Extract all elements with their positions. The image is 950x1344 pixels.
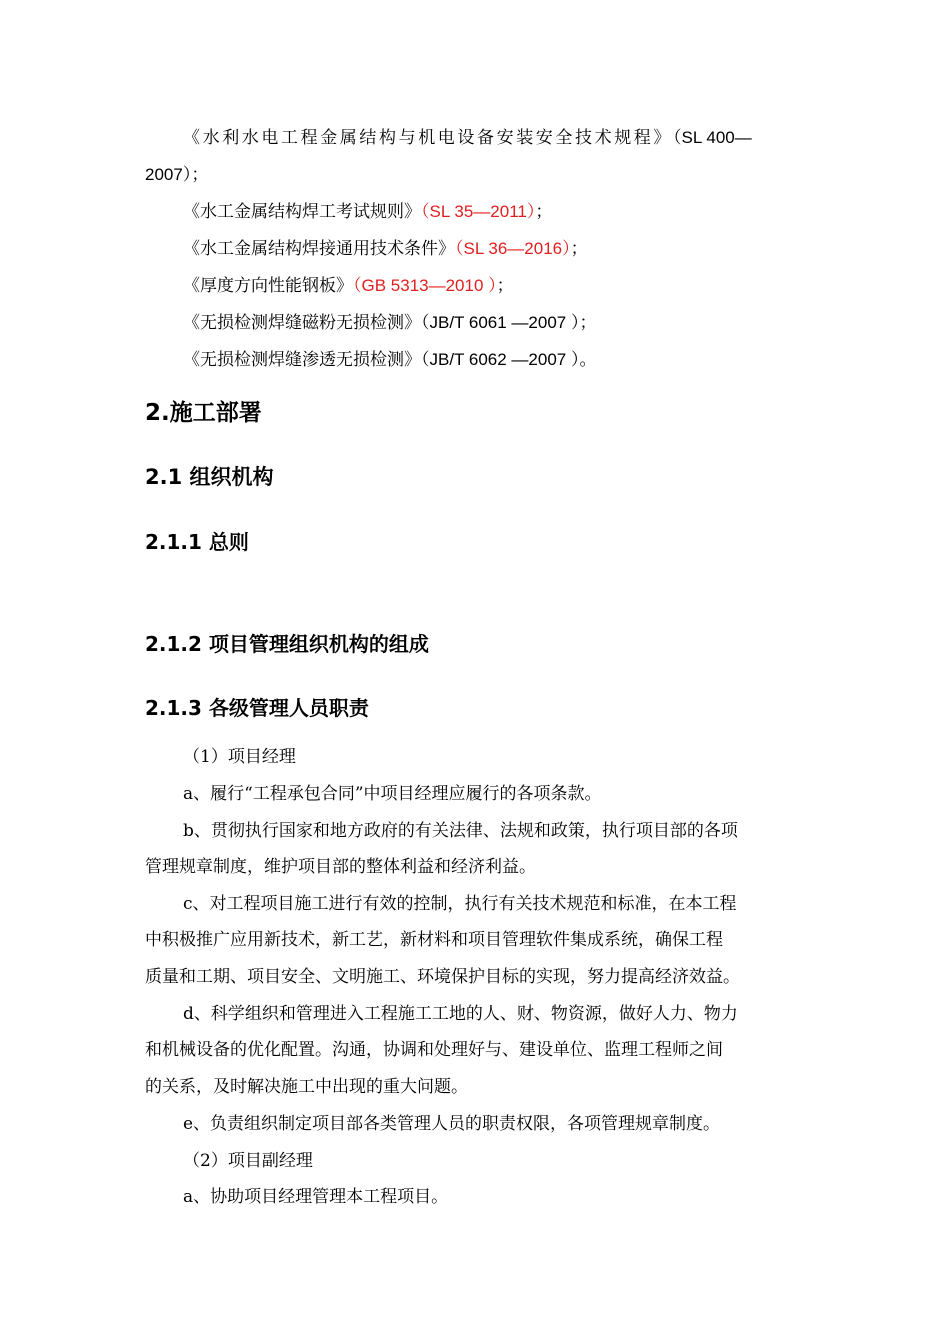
duty-item-d-continued: 的关系，及时解决施工中出现的重大问题。 bbox=[145, 1077, 468, 1097]
duty-item-a: a、履行“工程承包合同”中项目经理应履行的各项条款。 bbox=[183, 784, 602, 804]
heading-2-1-2: 2.1.2 项目管理组织机构的组成 bbox=[145, 632, 429, 656]
duty-item-c: c、对工程项目施工进行有效的控制，执行有关技术规范和标准，在本工程 bbox=[183, 894, 737, 914]
subsection-title-deputy-manager: （2）项目副经理 bbox=[183, 1151, 313, 1171]
reference-item bbox=[183, 311, 805, 335]
duty-item-c-continued: 中积极推广应用新技术，新工艺，新材料和项目管理软件集成系统，确保工程 bbox=[145, 930, 723, 950]
reference-code: （SL 36—2016） bbox=[455, 239, 571, 258]
reference-tail: ； bbox=[570, 239, 588, 259]
reference-code: （GB 5313—2010 ） bbox=[353, 276, 497, 295]
duty-item-d-continued: 和机械设备的优化配置。沟通，协调和处理好与、建设单位、监理工程师之间 bbox=[145, 1040, 723, 1060]
subsection-title-project-manager: （1）项目经理 bbox=[183, 747, 296, 767]
duty-item-d: d、科学组织和管理进入工程施工工地的人、财、物资源，做好人力、物力 bbox=[183, 1004, 738, 1024]
duty-item-c-continued: 质量和工期、项目安全、文明施工、环境保护目标的实现，努力提高经济效益。 bbox=[145, 967, 740, 987]
reference-item bbox=[183, 348, 805, 372]
reference-item bbox=[183, 274, 805, 298]
reference-code-continued: 2007 bbox=[145, 165, 183, 184]
reference-title: 《水工金属结构焊接通用技术条件》 bbox=[183, 239, 455, 259]
duty-item-a: a、协助项目经理管理本工程项目。 bbox=[183, 1187, 449, 1207]
reference-code: SL 400— bbox=[681, 128, 752, 147]
reference-title: 《水工金属结构焊工考试规则》 bbox=[183, 202, 421, 222]
reference-item bbox=[183, 200, 805, 224]
reference-code-open: （ bbox=[673, 128, 682, 148]
reference-tail: ； bbox=[535, 202, 553, 222]
reference-item bbox=[183, 237, 805, 261]
reference-code: （SL 35—2011） bbox=[421, 202, 536, 221]
reference-tail: ）； bbox=[182, 165, 209, 185]
reference-item bbox=[183, 126, 805, 150]
reference-code: （JB/T 6061 —2007 ） bbox=[421, 313, 580, 332]
duty-item-e: e、负责组织制定项目部各类管理人员的职责权限，各项管理规章制度。 bbox=[183, 1114, 721, 1134]
duty-item-b-continued: 管理规章制度，维护项目部的整体利益和经济利益。 bbox=[145, 857, 536, 877]
reference-tail: ； bbox=[579, 313, 597, 333]
duty-item-b: b、贯彻执行国家和地方政府的有关法律、法规和政策，执行项目部的各项 bbox=[183, 821, 738, 841]
heading-2-1: 2.1 组织机构 bbox=[145, 465, 274, 489]
heading-2: 2.施工部署 bbox=[145, 400, 262, 426]
reference-code: （JB/T 6062 —2007 ） bbox=[421, 350, 580, 369]
reference-title: 《无损检测焊缝磁粉无损检测》 bbox=[183, 313, 421, 333]
heading-2-1-1: 2.1.1 总则 bbox=[145, 530, 249, 554]
reference-tail: ； bbox=[496, 276, 514, 296]
reference-title: 《厚度方向性能钢板》 bbox=[183, 276, 353, 296]
reference-title: 《无损检测焊缝渗透无损检测》 bbox=[183, 350, 421, 370]
heading-2-1-3: 2.1.3 各级管理人员职责 bbox=[145, 696, 369, 720]
reference-title: 《水利水电工程金属结构与机电设备安装安全技术规程》 bbox=[183, 128, 673, 148]
reference-tail: 。 bbox=[579, 350, 597, 370]
reference-item-continued bbox=[145, 163, 805, 187]
